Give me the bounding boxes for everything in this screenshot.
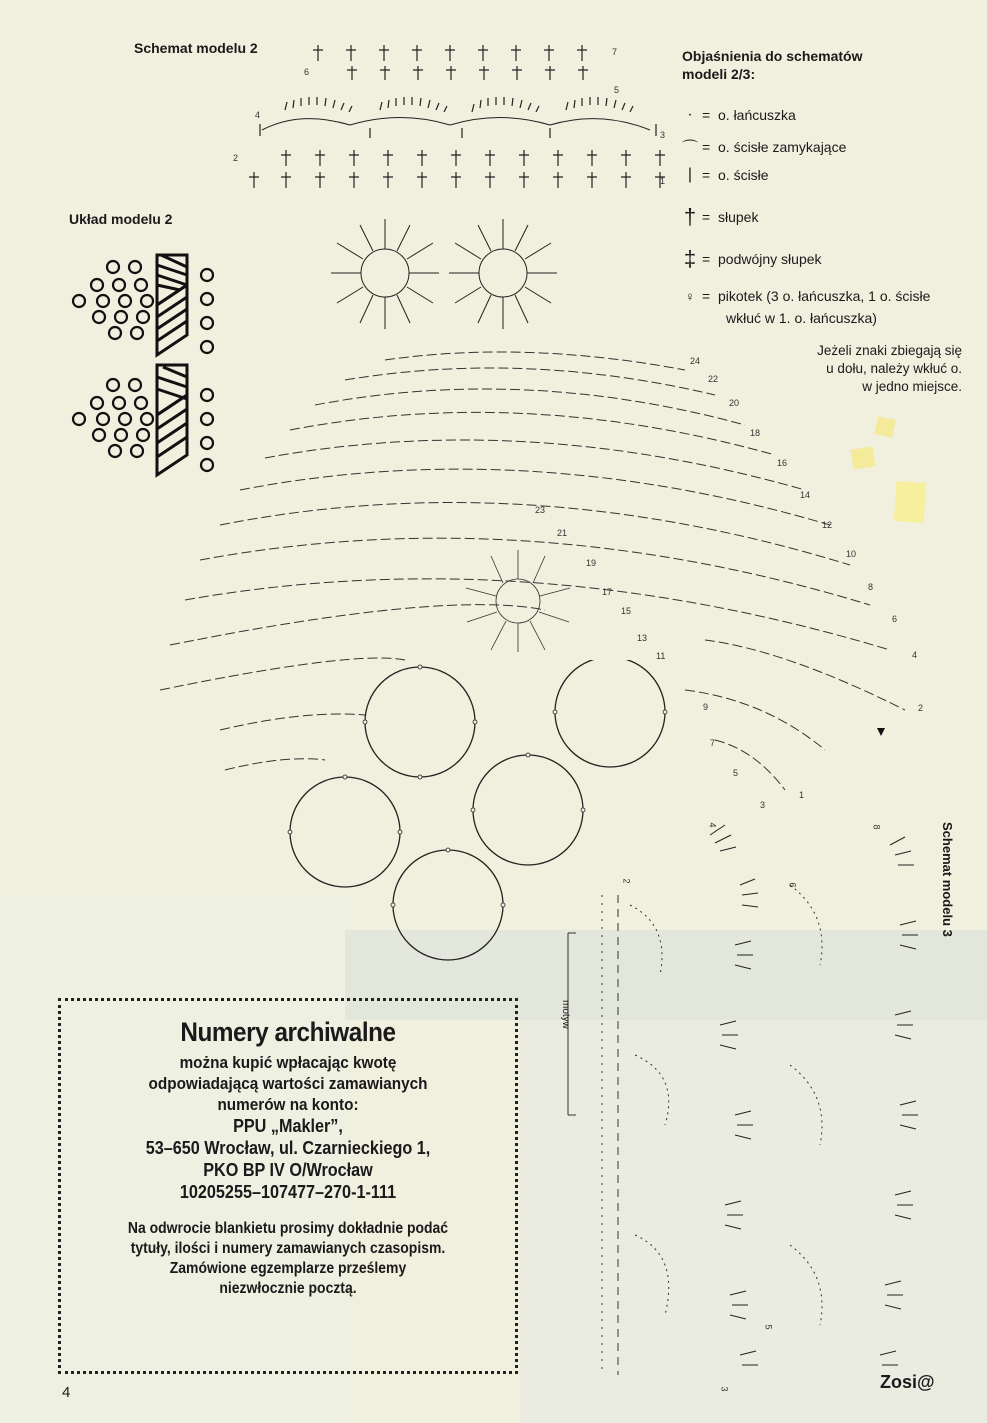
archive-foot4: niezwłocznie pocztą. bbox=[219, 1280, 357, 1297]
chain-stitch-icon: · bbox=[687, 106, 693, 123]
row-number: 1 bbox=[660, 176, 666, 186]
legend-equals: = bbox=[702, 288, 711, 304]
note-line3: w jedno miejsce. bbox=[862, 379, 962, 394]
row-number: 3 bbox=[660, 130, 666, 140]
treble-crochet-icon: ‡ bbox=[683, 246, 697, 271]
legend-equals: = bbox=[702, 209, 711, 225]
single-crochet-icon: | bbox=[687, 166, 693, 183]
archive-line3: numerów na konto: bbox=[217, 1095, 359, 1114]
archive-title: Numery archiwalne bbox=[180, 1017, 396, 1047]
uklad-modelu-2-heading: Układ modelu 2 bbox=[69, 211, 173, 227]
legend-item-text: o. ścisłe bbox=[718, 167, 769, 183]
row-number: 3 bbox=[760, 800, 766, 810]
row-number: 19 bbox=[586, 558, 597, 568]
legend-item-picot-cont: wkłuć w 1. o. łańcuszka) bbox=[726, 310, 877, 326]
archive-numbers-box bbox=[58, 998, 518, 1374]
archive-line1: można kupić wpłacając kwotę bbox=[179, 1053, 397, 1072]
row7-stitches bbox=[313, 45, 588, 80]
schemat-modelu-2-diagram bbox=[240, 40, 680, 200]
row-number: 4 bbox=[707, 822, 718, 828]
legend-equals: = bbox=[702, 167, 711, 183]
row-number: 4 bbox=[912, 650, 918, 660]
legend-equals: = bbox=[702, 107, 711, 123]
slip-stitch-icon: ⌒ bbox=[681, 140, 698, 157]
row-number: 7 bbox=[710, 738, 716, 748]
legend-equals: = bbox=[702, 251, 711, 267]
row-number: 20 bbox=[729, 398, 740, 408]
legend-item-double bbox=[678, 204, 758, 230]
row-number: 5 bbox=[733, 768, 739, 778]
row-number: 22 bbox=[708, 374, 719, 384]
legend-item-text: pikotek (3 o. łańcuszka, 1 o. ścisłe bbox=[718, 288, 931, 304]
schemat-modelu-3-diagram bbox=[560, 815, 930, 1395]
legend-title-line2: modeli 2/3: bbox=[682, 66, 756, 82]
row-number: 15 bbox=[621, 606, 632, 616]
archive-line5: 53–650 Wrocław, ul. Czarnieckiego 1, bbox=[145, 1138, 431, 1158]
double-crochet-icon: † bbox=[683, 204, 697, 229]
motif-rays-left bbox=[331, 219, 439, 329]
row-number: 23 bbox=[535, 505, 546, 515]
sticker-square bbox=[894, 481, 927, 523]
row-number: 5 bbox=[763, 1324, 774, 1330]
row-number: 8 bbox=[868, 582, 874, 592]
row-number: 6 bbox=[304, 67, 310, 77]
row-number: 2 bbox=[918, 703, 924, 713]
archive-line4: PPU „Makler”, bbox=[233, 1116, 343, 1136]
legend-item-slip bbox=[678, 135, 846, 158]
row-number: 8 bbox=[871, 824, 882, 830]
row-number: 7 bbox=[612, 47, 618, 57]
schemat-modelu-2-heading: Schemat modelu 2 bbox=[134, 40, 258, 56]
schemat-modelu-3-heading: Schemat modelu 3 bbox=[940, 822, 955, 937]
archive-line6: PKO BP IV O/Wrocław bbox=[203, 1160, 373, 1180]
archive-foot3: Zamówione egzemplarze prześlemy bbox=[169, 1260, 407, 1277]
legend-item-chain bbox=[678, 106, 796, 124]
motif-rays-right bbox=[449, 219, 557, 329]
legend-item-treble bbox=[678, 246, 822, 272]
circle-grid-top bbox=[73, 261, 213, 353]
row-number: 16 bbox=[777, 458, 788, 468]
legend-equals: = bbox=[702, 138, 711, 155]
legend-item-text: słupek bbox=[718, 209, 759, 225]
row-number: 6 bbox=[787, 882, 798, 888]
row-number: 9 bbox=[703, 702, 709, 712]
legend-title-line1: Objaśnienia do schematów bbox=[682, 48, 863, 64]
sticker-square bbox=[850, 446, 875, 470]
row-number: 3 bbox=[719, 1386, 730, 1392]
legend-item-text: o. ścisłe zamykające bbox=[718, 138, 847, 155]
row-number: 10 bbox=[846, 549, 857, 559]
note-line1: Jeżeli znaki zbiegają się bbox=[817, 343, 962, 358]
row-number: 17 bbox=[602, 587, 613, 597]
row-number: 21 bbox=[557, 528, 568, 538]
archive-foot1: Na odwrocie blankietu prosimy dokładnie podać bbox=[127, 1220, 449, 1237]
row-number: 2 bbox=[233, 153, 239, 163]
model3-fans bbox=[710, 825, 918, 1365]
row-number: 14 bbox=[800, 490, 811, 500]
archive-foot2: tytuły, ilości i numery zamawianych czasopism. bbox=[130, 1240, 446, 1257]
sticker-square bbox=[874, 416, 895, 437]
row-number: 6 bbox=[892, 614, 898, 624]
row-number: 24 bbox=[690, 356, 701, 366]
row5-fans bbox=[285, 97, 633, 112]
legend-title bbox=[682, 47, 863, 83]
legend-item-single bbox=[678, 166, 769, 184]
row-number: 5 bbox=[614, 85, 620, 95]
small-motif-diagram bbox=[315, 205, 595, 350]
legend-item-text: o. łańcuszka bbox=[718, 107, 796, 123]
page-number: 4 bbox=[62, 1384, 71, 1401]
row-number: 18 bbox=[750, 428, 761, 438]
picot-icon: ♀ bbox=[685, 288, 695, 304]
signature: Zosi@ bbox=[880, 1372, 935, 1392]
row-number: 2 bbox=[621, 878, 632, 884]
row-number: 1 bbox=[799, 790, 805, 800]
legend-item-picot bbox=[678, 288, 930, 304]
row-number: 12 bbox=[822, 520, 833, 530]
legend-item-text: podwójny słupek bbox=[718, 251, 822, 267]
row-number: 4 bbox=[255, 110, 261, 120]
archive-line2: odpowiadającą wartości zamawianych bbox=[148, 1074, 428, 1093]
note-line2: u dołu, należy wkłuć o. bbox=[826, 361, 962, 376]
row-number: 11 bbox=[656, 651, 666, 661]
archive-account-number: 10205255–107477–270-1-111 bbox=[179, 1182, 397, 1202]
row-number: 13 bbox=[637, 633, 648, 643]
motyw-label: motyw bbox=[560, 1000, 571, 1029]
